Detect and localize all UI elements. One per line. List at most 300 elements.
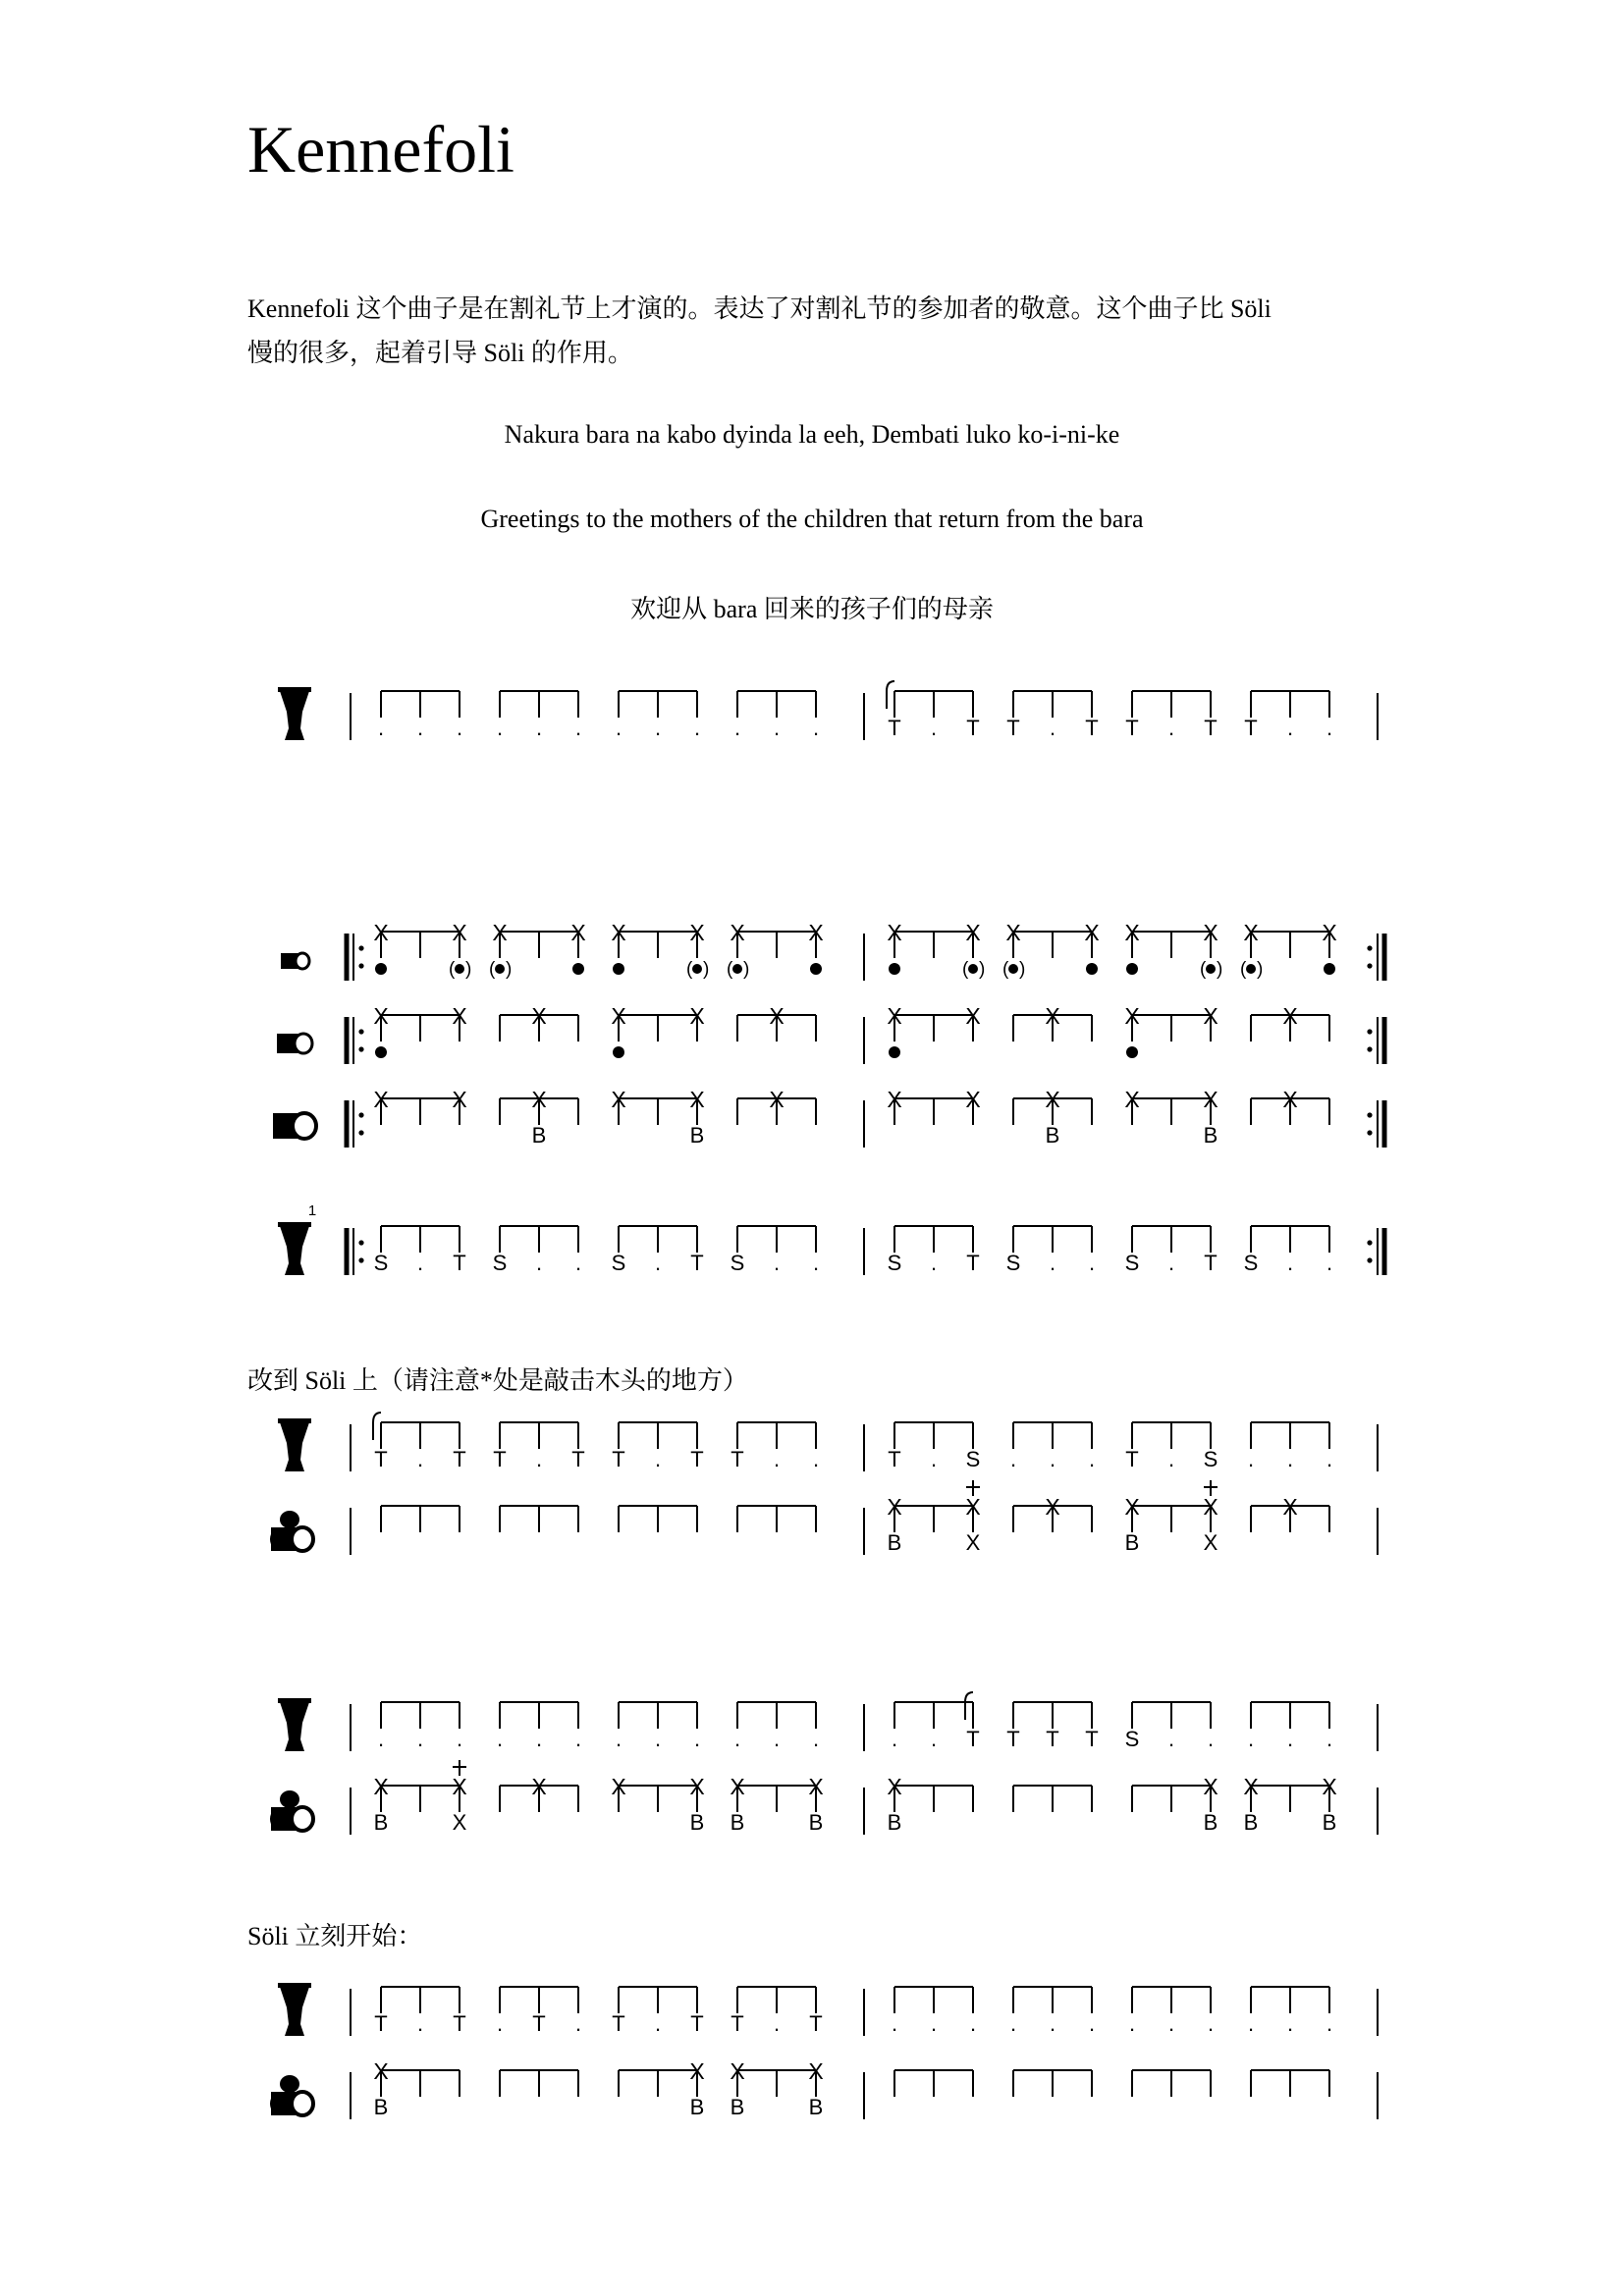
beat-group — [619, 1786, 697, 1812]
stroke-mark: . — [1286, 716, 1294, 740]
bell-stroke-mark: X — [452, 1774, 467, 1799]
beat-group — [1013, 1702, 1092, 1729]
stroke-mark: B — [1203, 1810, 1218, 1835]
beat-group — [894, 1702, 973, 1729]
stroke-mark: . — [1247, 1727, 1255, 1751]
bell-stroke-mark: X — [887, 1774, 902, 1799]
beat-group — [1132, 2070, 1211, 2097]
stroke-mark: . — [969, 2011, 977, 2036]
intro-line: Kennefoli 这个曲子是在割礼节上才演的。表达了对割礼节的参加者的敬意。这个曲子比 Söli — [247, 294, 1272, 323]
stroke-mark — [962, 959, 985, 980]
bell-stroke-mark: X — [531, 1087, 547, 1112]
stroke-mark: B — [887, 1810, 902, 1835]
stroke-mark: X — [452, 1810, 467, 1835]
bell-stroke-mark: X — [452, 1003, 467, 1029]
bell-stroke-mark: X — [887, 1003, 902, 1029]
bell-stroke-mark: X — [1203, 1774, 1218, 1799]
bell-stroke-mark: X — [808, 920, 824, 945]
stroke-mark: . — [416, 1251, 424, 1275]
stroke-mark: . — [1049, 716, 1056, 740]
stroke-mark: . — [1286, 1447, 1294, 1471]
repeat-start-barline — [347, 934, 364, 981]
stroke-mark: T — [493, 1447, 507, 1471]
svg-text:): ) — [743, 959, 750, 980]
bell-stroke-mark: X — [769, 1087, 785, 1112]
stroke-mark: . — [1326, 716, 1333, 740]
stroke-mark: . — [535, 1727, 543, 1751]
intro-line: 慢的很多，起着引导 Söli 的作用。 — [247, 339, 633, 367]
beat-group — [1013, 1422, 1092, 1449]
beat-group — [500, 691, 578, 718]
svg-text:): ) — [465, 959, 472, 980]
bell-stroke-mark: X — [611, 1774, 626, 1799]
stroke-mark: T — [1046, 1727, 1059, 1751]
stroke-mark: T — [690, 2011, 704, 2036]
stroke-mark: . — [1049, 2011, 1056, 2036]
beat-group — [894, 1987, 973, 2013]
beat-group — [1251, 1422, 1329, 1449]
djembe-icon — [278, 1983, 311, 2036]
stroke-mark: . — [654, 1251, 662, 1275]
stroke-mark: . — [377, 716, 385, 740]
stroke-mark: . — [1167, 2011, 1175, 2036]
beat-group — [1132, 932, 1211, 958]
bell-stroke-mark: X — [531, 1774, 547, 1799]
stroke-mark — [1002, 959, 1025, 980]
bell-stroke-mark: X — [1124, 1003, 1140, 1029]
beat-group — [381, 1786, 460, 1812]
beat-group — [619, 1015, 697, 1041]
beat-group — [1132, 1098, 1211, 1125]
beat-group — [1132, 691, 1211, 718]
stroke-mark — [1324, 963, 1335, 975]
beat-group — [894, 1226, 973, 1253]
beat-group — [619, 1422, 697, 1449]
beat-group — [1013, 1786, 1092, 1812]
bell-stroke-mark: X — [570, 920, 586, 945]
bell-stroke-mark: X — [611, 920, 626, 945]
stroke-mark: . — [1088, 2011, 1096, 2036]
beat-group — [1251, 691, 1329, 718]
beat-group — [894, 1422, 973, 1449]
volta-number: 1 — [307, 1202, 317, 1219]
bell-stroke-mark: X — [887, 1494, 902, 1520]
stroke-mark: . — [574, 716, 582, 740]
beat-group — [381, 2070, 460, 2097]
beat-group — [894, 691, 973, 718]
stroke-mark: . — [1247, 2011, 1255, 2036]
stroke-mark: S — [1124, 1727, 1140, 1751]
stroke-mark: T — [453, 2011, 466, 2036]
stroke-mark: . — [1167, 1727, 1175, 1751]
svg-text:(: ( — [1200, 959, 1207, 980]
stroke-mark: . — [574, 1727, 582, 1751]
bell-stroke-mark: X — [965, 1003, 981, 1029]
stroke-mark: . — [812, 1447, 820, 1471]
doundoun-icon — [273, 1113, 316, 1139]
stroke-mark: S — [730, 1251, 745, 1275]
bell-stroke-mark: X — [808, 1774, 824, 1799]
svg-text:(: ( — [962, 959, 969, 980]
stroke-mark: T — [1085, 716, 1099, 740]
beat-group — [894, 2070, 973, 2097]
stroke-mark: . — [930, 716, 938, 740]
stroke-mark: S — [373, 1251, 389, 1275]
stroke-mark: . — [891, 2011, 898, 2036]
stroke-mark: B — [808, 1810, 824, 1835]
stroke-mark: T — [690, 1447, 704, 1471]
beat-group — [619, 1702, 697, 1729]
stroke-mark: . — [496, 1727, 504, 1751]
beat-group — [737, 1786, 816, 1812]
stroke-mark — [889, 963, 900, 975]
stroke-mark: . — [535, 1251, 543, 1275]
stroke-mark: B — [808, 2095, 824, 2119]
beat-group — [500, 2070, 578, 2097]
beat-group — [1251, 1786, 1329, 1812]
stroke-mark: B — [373, 2095, 389, 2119]
stroke-mark: T — [1085, 1727, 1099, 1751]
page-title: Kennefoli — [247, 112, 514, 187]
stroke-mark: . — [812, 1251, 820, 1275]
stroke-mark: T — [731, 2011, 744, 2036]
beat-group — [500, 932, 578, 958]
beat-group — [381, 1098, 460, 1125]
bell-stroke-mark: X — [1243, 920, 1259, 945]
djembe-icon — [278, 1698, 311, 1751]
stroke-mark — [613, 963, 624, 975]
stroke-mark: T — [1006, 1727, 1020, 1751]
beat-group — [737, 1506, 816, 1532]
stroke-mark: . — [1128, 2011, 1136, 2036]
beat-group — [619, 1987, 697, 2013]
bell-stroke-mark: X — [531, 1003, 547, 1029]
bell-stroke-mark: X — [1282, 1087, 1298, 1112]
stroke-mark: T — [1006, 716, 1020, 740]
beat-group — [1251, 1702, 1329, 1729]
bell-stroke-mark: X — [887, 1087, 902, 1112]
stroke-mark: . — [1088, 1251, 1096, 1275]
stroke-mark: S — [1124, 1251, 1140, 1275]
stroke-mark: T — [966, 716, 980, 740]
beat-group — [500, 1226, 578, 1253]
beat-group — [894, 1015, 973, 1041]
stroke-mark: . — [930, 1251, 938, 1275]
stroke-mark: . — [535, 716, 543, 740]
stroke-mark: . — [693, 1727, 701, 1751]
stroke-mark: . — [574, 2011, 582, 2036]
stroke-mark — [727, 959, 749, 980]
stroke-mark: . — [1326, 1251, 1333, 1275]
lyrics-chinese: 欢迎从 bara 回来的孩子们的母亲 — [630, 595, 994, 623]
soli-start-label: Söli 立刻开始： — [247, 1922, 423, 1950]
beat-group — [1251, 1987, 1329, 2013]
stroke-mark: T — [1125, 1447, 1139, 1471]
stroke-mark: . — [496, 716, 504, 740]
beat-group — [1251, 932, 1329, 958]
stroke-mark: X — [965, 1530, 981, 1555]
stroke-mark: S — [965, 1447, 981, 1471]
stroke-mark: . — [416, 716, 424, 740]
bell-stroke-mark: X — [887, 920, 902, 945]
beat-group — [894, 1506, 973, 1532]
stroke-mark: T — [1204, 716, 1218, 740]
lyrics-original: Nakura bara na kabo dyinda la eeh, Dembati luko ko-i-ni-ke — [504, 420, 1120, 449]
bell-stroke-mark: X — [611, 1003, 626, 1029]
beat-group — [737, 2070, 816, 2097]
flam-mark — [965, 1692, 973, 1720]
bell-stroke-mark: X — [373, 920, 389, 945]
bell-stroke-mark: X — [1282, 1494, 1298, 1520]
lyrics-english: Greetings to the mothers of the children that return from the bara — [480, 505, 1144, 533]
stroke-mark: T — [966, 1727, 980, 1751]
stroke-mark: T — [1125, 716, 1139, 740]
beat-group — [500, 1702, 578, 1729]
stroke-mark: . — [574, 1251, 582, 1275]
stroke-mark: T — [809, 2011, 823, 2036]
stroke-mark: S — [1005, 1251, 1021, 1275]
bell-stroke-mark: X — [1203, 920, 1218, 945]
stroke-mark: B — [887, 1530, 902, 1555]
stroke-mark — [375, 963, 387, 975]
svg-text:): ) — [703, 959, 710, 980]
svg-text:(: ( — [489, 959, 496, 980]
stroke-mark: . — [416, 1727, 424, 1751]
beat-group — [894, 1098, 973, 1125]
stroke-mark: S — [1243, 1251, 1259, 1275]
djembe-icon — [278, 1418, 311, 1471]
beat-group — [619, 1506, 697, 1532]
bell-stroke-mark: X — [1045, 1087, 1060, 1112]
stroke-mark: T — [612, 1447, 625, 1471]
stroke-mark: . — [654, 1447, 662, 1471]
stroke-mark: . — [1247, 1447, 1255, 1471]
bell-stroke-mark: X — [689, 920, 705, 945]
stroke-mark: B — [373, 1810, 389, 1835]
stroke-mark: B — [1203, 1123, 1218, 1148]
stroke-mark — [613, 1046, 624, 1058]
bell-stroke-mark: X — [373, 1003, 389, 1029]
stroke-mark: . — [615, 716, 623, 740]
beat-group — [1013, 691, 1092, 718]
svg-text:): ) — [1257, 959, 1264, 980]
bell-stroke-mark: X — [373, 1774, 389, 1799]
stroke-mark: . — [1326, 2011, 1333, 2036]
beat-group — [1132, 1422, 1211, 1449]
bell-stroke-mark: X — [1124, 920, 1140, 945]
stroke-mark — [1200, 959, 1222, 980]
bell-stroke-mark: X — [1243, 1774, 1259, 1799]
beat-group — [737, 691, 816, 718]
stroke-mark: . — [773, 716, 781, 740]
stroke-mark: . — [733, 716, 741, 740]
bell-stroke-mark: X — [452, 920, 467, 945]
switch-to-soli-label: 改到 Söli 上（请注意*处是敲击木头的地方） — [247, 1366, 748, 1395]
stroke-mark: . — [456, 1727, 463, 1751]
stroke-mark: . — [416, 1447, 424, 1471]
stroke-mark: B — [689, 1123, 705, 1148]
stroke-mark: T — [731, 1447, 744, 1471]
kenkeni-icon — [281, 953, 309, 969]
stroke-mark: . — [1286, 1251, 1294, 1275]
bell-stroke-mark: X — [808, 2058, 824, 2084]
stroke-mark: T — [453, 1251, 466, 1275]
bell-stroke-mark: X — [689, 1003, 705, 1029]
bell-stroke-mark: X — [1045, 1494, 1060, 1520]
beat-group — [1132, 1702, 1211, 1729]
stroke-mark: . — [930, 1447, 938, 1471]
repeat-end-barline — [1367, 1017, 1384, 1064]
stroke-mark: . — [1326, 1727, 1333, 1751]
dununba-set-icon — [270, 2075, 313, 2115]
stroke-mark: . — [1167, 1251, 1175, 1275]
bell-stroke-mark: X — [1282, 1003, 1298, 1029]
bell-stroke-mark: X — [1322, 920, 1337, 945]
bell-stroke-mark: X — [1005, 920, 1021, 945]
stroke-mark: S — [1203, 1447, 1218, 1471]
stroke-mark: T — [612, 2011, 625, 2036]
repeat-end-barline — [1367, 934, 1384, 981]
beat-group — [381, 1702, 460, 1729]
stroke-mark: T — [888, 716, 901, 740]
bell-stroke-mark: X — [611, 1087, 626, 1112]
stroke-mark: S — [887, 1251, 902, 1275]
bell-stroke-mark: X — [1322, 1774, 1337, 1799]
djembe-icon — [278, 1222, 311, 1275]
dununba-set-icon — [270, 1511, 313, 1551]
stroke-mark — [1240, 959, 1263, 980]
stroke-mark: B — [1243, 1810, 1259, 1835]
beat-group — [500, 1506, 578, 1532]
bell-stroke-mark: X — [769, 1003, 785, 1029]
stroke-mark: . — [773, 1447, 781, 1471]
djembe-icon — [278, 687, 311, 740]
repeat-start-barline — [347, 1228, 364, 1275]
stroke-mark: . — [1286, 2011, 1294, 2036]
stroke-mark: . — [693, 716, 701, 740]
stroke-mark: . — [773, 1251, 781, 1275]
stroke-mark: . — [773, 1727, 781, 1751]
stroke-mark: . — [1167, 1447, 1175, 1471]
svg-text:): ) — [979, 959, 986, 980]
bell-stroke-mark: X — [965, 920, 981, 945]
stroke-mark: T — [571, 1447, 585, 1471]
svg-text:(: ( — [1002, 959, 1009, 980]
stroke-mark: S — [611, 1251, 626, 1275]
stroke-mark: . — [615, 1727, 623, 1751]
stroke-mark — [1086, 963, 1098, 975]
stroke-mark: B — [1322, 1810, 1337, 1835]
stroke-mark: . — [535, 1447, 543, 1471]
stroke-mark — [1126, 963, 1138, 975]
stroke-mark: X — [1203, 1530, 1218, 1555]
bell-stroke-mark: X — [965, 1494, 981, 1520]
svg-text:(: ( — [1240, 959, 1247, 980]
repeat-start-barline — [347, 1017, 364, 1064]
beat-group — [737, 1226, 816, 1253]
svg-text:): ) — [1019, 959, 1026, 980]
beat-group — [1132, 1226, 1211, 1253]
stroke-mark — [810, 963, 822, 975]
stroke-mark: B — [531, 1123, 547, 1148]
dununba-set-icon — [270, 1790, 313, 1831]
bell-stroke-mark: X — [730, 2058, 745, 2084]
stroke-mark — [686, 959, 709, 980]
stroke-mark: . — [1167, 716, 1175, 740]
stroke-mark: . — [1207, 1727, 1215, 1751]
flam-mark — [887, 681, 894, 709]
stroke-mark — [449, 959, 471, 980]
bell-stroke-mark: X — [1203, 1087, 1218, 1112]
stroke-mark: . — [654, 716, 662, 740]
beat-group — [1132, 1987, 1211, 2013]
beat-group — [894, 1786, 973, 1812]
beat-group — [500, 1422, 578, 1449]
bell-stroke-mark: X — [730, 920, 745, 945]
stroke-mark: . — [1009, 1447, 1017, 1471]
stroke-mark: T — [374, 2011, 388, 2036]
stroke-mark: T — [532, 2011, 546, 2036]
stroke-mark: T — [453, 1447, 466, 1471]
sangban-icon — [277, 1034, 312, 1053]
bell-stroke-mark: X — [1203, 1494, 1218, 1520]
stroke-mark: . — [1326, 1447, 1333, 1471]
stroke-mark: . — [654, 1727, 662, 1751]
beat-group — [619, 1226, 697, 1253]
stroke-mark: . — [812, 716, 820, 740]
svg-text:): ) — [506, 959, 513, 980]
repeat-end-barline — [1367, 1228, 1384, 1275]
stroke-mark: . — [1009, 2011, 1017, 2036]
bell-stroke-mark: X — [689, 2058, 705, 2084]
stroke-mark: . — [773, 2011, 781, 2036]
stroke-mark — [489, 959, 512, 980]
beat-group — [500, 1987, 578, 2013]
stroke-mark: . — [496, 2011, 504, 2036]
stroke-mark: . — [1286, 1727, 1294, 1751]
bell-stroke-mark: X — [452, 1087, 467, 1112]
stroke-mark — [572, 963, 584, 975]
bell-stroke-mark: X — [965, 1087, 981, 1112]
repeat-end-barline — [1367, 1100, 1384, 1148]
svg-text:): ) — [1217, 959, 1223, 980]
bell-stroke-mark: X — [1124, 1087, 1140, 1112]
svg-text:(: ( — [686, 959, 693, 980]
svg-text:(: ( — [727, 959, 733, 980]
stroke-mark: T — [690, 1251, 704, 1275]
beat-group — [619, 2070, 697, 2097]
stroke-mark — [375, 1046, 387, 1058]
beat-group — [381, 1015, 460, 1041]
beat-group — [381, 1987, 460, 2013]
stroke-mark: . — [733, 1727, 741, 1751]
beat-group — [381, 1506, 460, 1532]
stroke-mark: . — [930, 1727, 938, 1751]
beat-group — [1013, 1226, 1092, 1253]
beat-group — [1013, 2070, 1092, 2097]
bell-stroke-mark: X — [1045, 1003, 1060, 1029]
stroke-mark: B — [730, 1810, 745, 1835]
beat-group — [619, 1098, 697, 1125]
bell-stroke-mark: X — [689, 1087, 705, 1112]
beat-group — [737, 932, 816, 958]
stroke-mark: . — [891, 1727, 898, 1751]
stroke-mark: . — [456, 716, 463, 740]
beat-group — [737, 1422, 816, 1449]
bell-stroke-mark: X — [1203, 1003, 1218, 1029]
beat-group — [1013, 1987, 1092, 2013]
beat-group — [619, 691, 697, 718]
